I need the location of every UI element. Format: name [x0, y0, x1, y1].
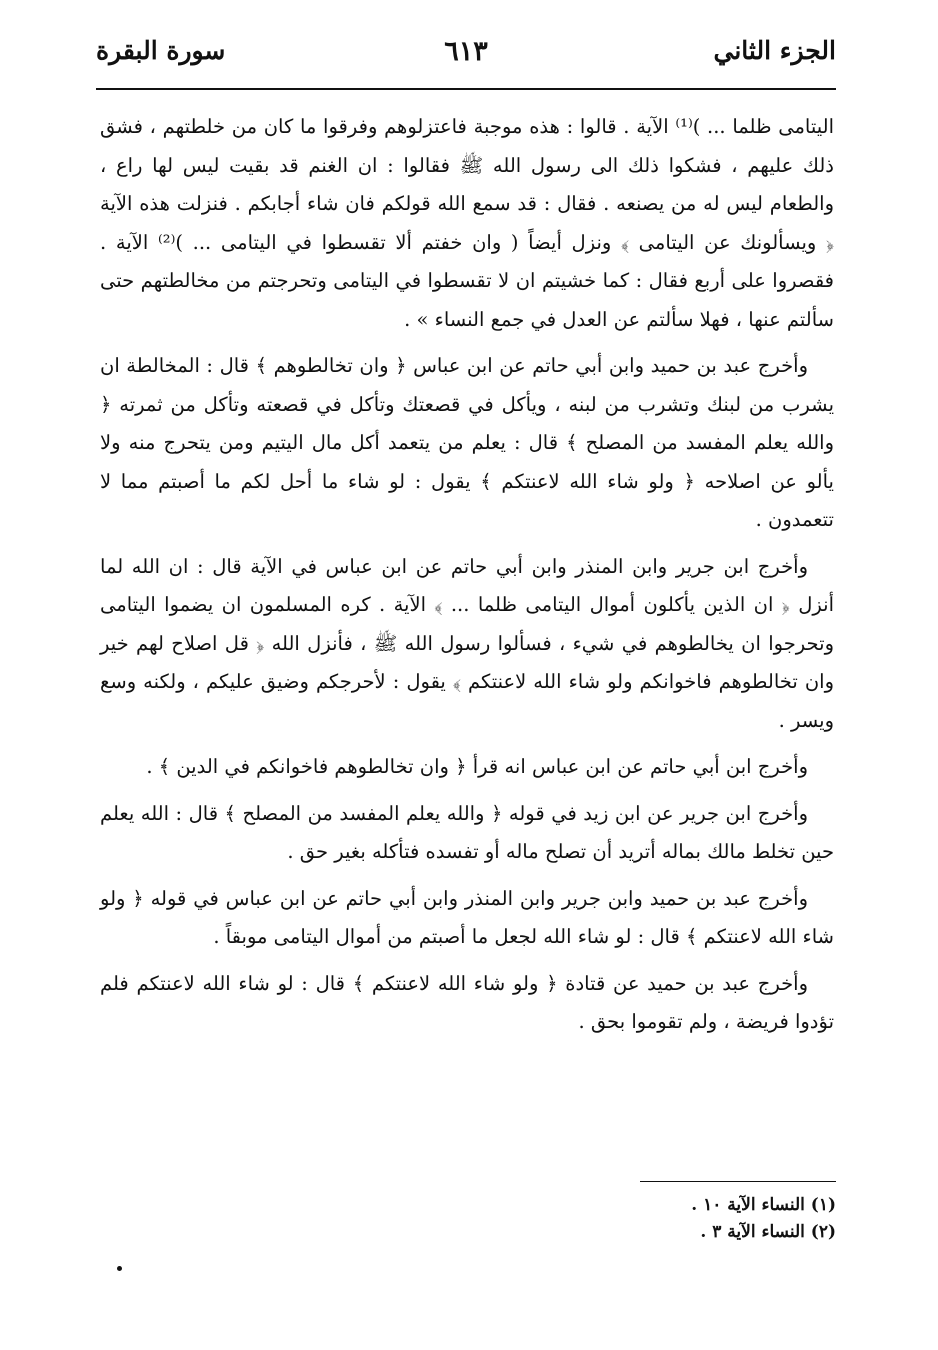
page-number: ٦١٣	[444, 36, 488, 67]
page-header	[96, 36, 836, 76]
paragraph-text: وأخرج ابن جرير عن ابن زيد في قوله ﴿ والله يعلم المفسد من المصلح ﴾ قال : الله يعلم حين تخلط مالك بماله أتريد أن تصلح ماله أو تفسده فتأكله بغير حق .	[100, 801, 834, 863]
paragraph-text: وأخرج عبد بن حميد وابن جرير وابن المنذر وابن أبي حاتم عن ابن عباس في قوله ﴿ ولو شاء الله لاعنتكم ﴾ قال : لو شاء الله لجعل ما أصبتم من أموال اليتامى موبقاً .	[100, 886, 834, 948]
footnote-rule	[640, 1181, 836, 1182]
surah-title: سورة البقرة	[96, 36, 226, 65]
page-body	[100, 108, 834, 1050]
paragraph	[100, 880, 834, 957]
footnotes	[691, 1192, 836, 1246]
paragraph	[100, 795, 834, 872]
paragraph-text: وأخرج عبد بن حميد عن قتادة ﴿ ولو شاء الله لاعنتكم ﴾ قال : لو شاء الله لاعنتكم فلم تؤدوا فريضة ، ولم تقوموا بحق .	[100, 971, 834, 1033]
footnote: (١) النساء الآية ١٠ .	[691, 1195, 836, 1215]
paragraph	[100, 965, 834, 1042]
paragraph-text: اليتامى ظلما ... )⁽¹⁾ الآية . قالوا : هذه موجبة فاعتزلوهم وفرقوا ما كان من خلطتهم ، فشق ذلك عليهم ، فشكوا ذلك الى رسول الله ﷺ فقالوا : ان الغنم قد بقيت ليس لها راع ، والطعام ليس له من يصنعه . فقال : قد سمع الله قولكم فان شاء أجابكم . فنزلت هذه الآية ﴿ ويسألونك عن اليتامى ﴾ ونزل أيضاً ( وان خفتم ألا تقسطوا في اليتامى ... )⁽²⁾ الآية . فقصروا على أربع فقال : كما خشيتم ان لا تقسطوا في اليتامى وتحرجتم من مخالطتهم حتى سألتم عنها ، فهلا سألتم عن العدل في جمع النساء » .	[100, 115, 834, 331]
paragraph-text: وأخرج عبد بن حميد وابن أبي حاتم عن ابن عباس ﴿ وان تخالطوهم ﴾ قال : المخالطة ان يشرب من لبنك وتشرب من لبنه ، ويأكل في قصعتك وتأكل في قصعته وتأكل من ثمرته ﴿ والله يعلم المفسد من المصلح ﴾ قال : يعلم من يتعمد أكل مال اليتيم ومن يتحرج منه ولا يألو عن اصلاحه ﴿ ولو شاء الله لاعنتكم ﴾ يقول : لو شاء ما أحل لكم ما أصبتم مما لا تتعمدون .	[100, 354, 834, 531]
header-rule	[96, 88, 836, 90]
part-title: الجزء الثاني	[713, 36, 836, 65]
paragraph-text: وأخرج ابن أبي حاتم عن ابن عباس انه قرأ ﴿ وان تخالطوهم فاخوانكم في الدين ﴾ .	[146, 755, 808, 778]
footnote: (٢) النساء الآية ٣ .	[700, 1222, 836, 1242]
paragraph	[100, 108, 834, 339]
paragraph	[100, 347, 834, 540]
paragraph-text: وأخرج ابن جرير وابن المنذر وابن أبي حاتم عن ابن عباس في الآية قال : ان الله لما أنزل ﴿ ان الذين يأكلون أموال اليتامى ظلما ... ﴾ الآية . كره المسلمون ان يضموا اليتامى وتحرجوا ان يخالطوهم في شيء ، فسألوا رسول الله ﷺ ، فأنزل الله ﴿ قل اصلاح لهم خير وان تخالطوهم فاخوانكم ولو شاء الله لاعنتكم ﴾ يقول : لأحرجكم وضيق عليكم ، ولكنه وسع ويسر .	[100, 554, 834, 732]
page-mark	[117, 1266, 122, 1271]
paragraph	[100, 548, 834, 741]
paragraph	[100, 748, 834, 787]
